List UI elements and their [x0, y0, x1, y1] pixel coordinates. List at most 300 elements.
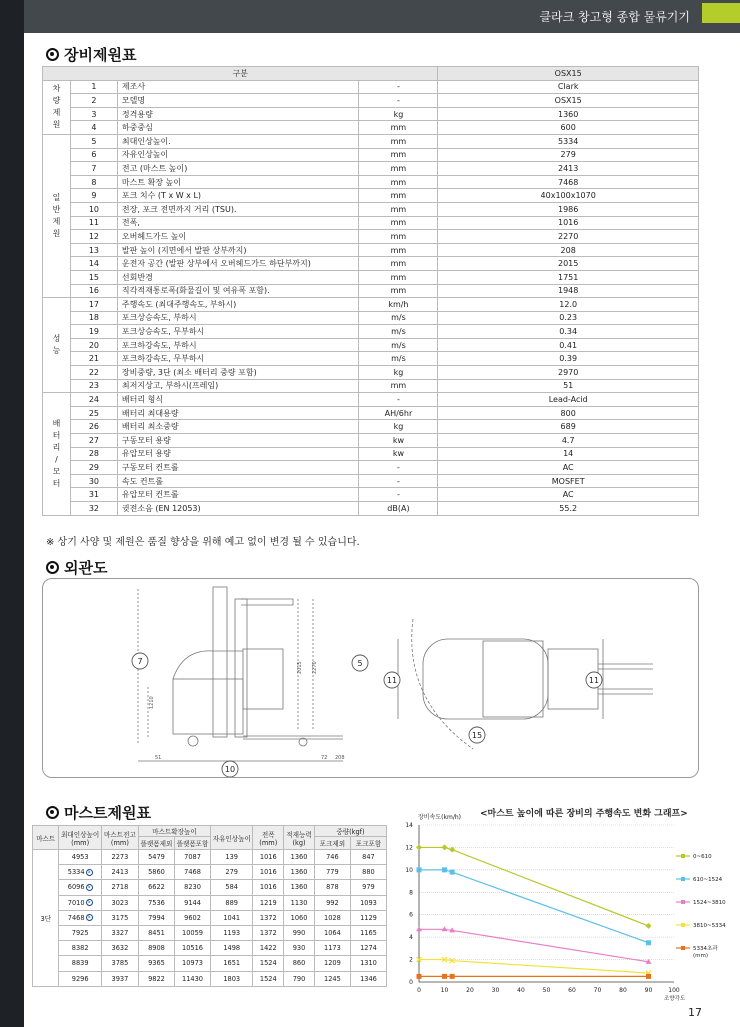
spec-cell-no: 19	[70, 325, 117, 339]
mast-cell-value: 11430	[182, 974, 203, 983]
mast-h-ext-without: 플랫폼제외	[138, 837, 174, 850]
mast-cell-value: 1524	[259, 974, 277, 983]
mast-cell	[211, 925, 253, 940]
mast-cell-value: 2413	[111, 868, 129, 877]
spec-cell-val: 1751	[438, 270, 699, 284]
spec-cell-val: 600	[438, 121, 699, 135]
mast-cell-value: 1064	[324, 929, 341, 938]
mast-cell	[175, 941, 211, 956]
mast-cell-value: 1193	[223, 929, 241, 938]
spec-cell-val: 14	[438, 447, 699, 461]
mast-cell-value: 7087	[184, 853, 201, 862]
spec-cell-val: 800	[438, 406, 699, 420]
spec-cell-no: 20	[70, 338, 117, 352]
mast-cell	[314, 941, 350, 956]
spec-cell-val: 5334	[438, 134, 699, 148]
mast-row	[33, 956, 387, 971]
series-point	[442, 867, 447, 872]
spec-cell-item: 장비중량, 3단 (최소 배터리 중량 포함)	[117, 366, 359, 380]
spec-cell-item: 유압모터 용량	[117, 447, 359, 461]
spec-cell-item: 발판 높이 (지면에서 발판 상부까지)	[117, 243, 359, 257]
mast-cell	[138, 850, 174, 865]
mast-row	[33, 971, 387, 986]
spec-section-title: 장비제원표	[46, 44, 136, 65]
mast-section-title: 마스트제원표	[46, 802, 151, 823]
mast-row	[33, 880, 387, 895]
spec-cell-val: Lead-Acid	[438, 393, 699, 407]
mast-table	[32, 825, 387, 987]
mast-cell	[175, 925, 211, 940]
mast-h-w-with: 포크포함	[350, 837, 386, 850]
spec-row	[43, 148, 699, 162]
chart-title: <마스트 높이에 따른 장비의 주행속도 변화 그래프>	[480, 809, 688, 819]
series-point	[442, 974, 447, 979]
spec-cell-val: 51	[438, 379, 699, 393]
spec-cell-unit: m/s	[359, 352, 438, 366]
mast-cell	[284, 895, 315, 910]
legend-label: 610~1524	[693, 877, 723, 883]
mast-cell-value: 1219	[259, 898, 277, 907]
mast-cell	[253, 865, 284, 880]
mast-h-extended: 마스트확장높이	[138, 826, 210, 837]
mast-h-freelift: 자유인상높이	[211, 826, 253, 850]
spec-cell-unit: mm	[359, 175, 438, 189]
mast-cell-value: 1360	[290, 883, 308, 892]
mast-cell-value: 8230	[184, 883, 201, 892]
spec-cell-val: AC	[438, 488, 699, 502]
mast-cell	[59, 956, 101, 971]
spec-cell-item: 포크상승속도, 무부하시	[117, 325, 359, 339]
series-line-2	[419, 929, 649, 962]
spec-cell-val: MOSFET	[438, 474, 699, 488]
mast-cell	[253, 880, 284, 895]
legend-label: 5334초과	[693, 946, 718, 952]
series-point	[646, 974, 651, 979]
spec-cell-unit: mm	[359, 162, 438, 176]
mast-cell-value: 746	[326, 853, 339, 862]
spec-cell-val: 2413	[438, 162, 699, 176]
mast-h-capacity: 적재능력 (kg)	[284, 826, 315, 850]
y-tick-label: 6	[409, 911, 413, 919]
spec-cell-no: 22	[70, 366, 117, 380]
mast-cell	[350, 865, 386, 880]
mast-row	[33, 850, 387, 865]
mast-cell	[314, 910, 350, 925]
spec-row	[43, 243, 699, 257]
spec-row	[43, 284, 699, 298]
mast-cell	[138, 895, 174, 910]
mast-cell-value: 1016	[259, 868, 277, 877]
mast-cell-value: 1209	[324, 959, 341, 968]
spec-cell-unit: kg	[359, 107, 438, 121]
mast-cell	[101, 925, 138, 940]
y-tick-label: 8	[409, 889, 413, 897]
mast-h-ext-with: 플랫폼포함	[175, 837, 211, 850]
mast-cell	[350, 880, 386, 895]
mast-cell-value: 3785	[111, 959, 129, 968]
mast-h-width: 전폭 (mm)	[253, 826, 284, 850]
spec-cell-val: 0.34	[438, 325, 699, 339]
spec-row	[43, 162, 699, 176]
callout-label: 11	[588, 676, 600, 685]
spec-cell-item: 구동모터 컨트롤	[117, 461, 359, 475]
spec-row	[43, 366, 699, 380]
spec-cell-no: 29	[70, 461, 117, 475]
mast-cell-value: 1173	[324, 944, 341, 953]
mast-cell	[253, 956, 284, 971]
spec-cell-no: 31	[70, 488, 117, 502]
mast-cell-value: 1360	[290, 868, 308, 877]
spec-cell-no: 26	[70, 420, 117, 434]
mast-cell	[314, 956, 350, 971]
spec-cell-unit: km/h	[359, 298, 438, 312]
platform	[243, 649, 283, 709]
mast-cell-value: 979	[362, 883, 375, 892]
mast-cell-value: 1016	[259, 853, 277, 862]
mast-cell	[314, 971, 350, 986]
mast-cell-value: 1803	[223, 974, 241, 983]
mast-cell-value: 584	[225, 883, 239, 892]
mast-cell	[284, 865, 315, 880]
standard-mark-icon: S	[86, 884, 93, 891]
drawing-section-title: 외관도	[46, 557, 107, 578]
callout-label: 15	[471, 731, 483, 740]
standard-mark-icon: S	[86, 869, 93, 876]
legend-marker	[681, 854, 685, 858]
spec-cell-unit: mm	[359, 134, 438, 148]
spec-model-header: OSX15	[438, 67, 699, 81]
spec-cell-item: 구동모터 용량	[117, 434, 359, 448]
mast-cell	[101, 910, 138, 925]
mast-cell	[253, 895, 284, 910]
mast-cell	[138, 941, 174, 956]
mast-cell-value: 3937	[111, 974, 129, 983]
spec-cell-unit: m/s	[359, 311, 438, 325]
dim-label: 208	[335, 755, 345, 761]
spec-cell-unit: -	[359, 474, 438, 488]
mast-cell	[138, 880, 174, 895]
mast-h-w-without: 포크제외	[314, 837, 350, 850]
y-tick-label: 10	[405, 866, 413, 874]
mast-cell	[350, 850, 386, 865]
operator-guard	[173, 651, 243, 679]
spec-cell-item: 제조사	[117, 80, 359, 94]
spec-cell-val: 7468	[438, 175, 699, 189]
mast-row	[33, 895, 387, 910]
spec-cell-no: 13	[70, 243, 117, 257]
mast-cell-value: 1245	[324, 974, 341, 983]
mast-row	[33, 941, 387, 956]
spec-cell-unit: mm	[359, 189, 438, 203]
mast-cell-value: 8908	[148, 944, 165, 953]
spec-cell-val: OSX15	[438, 94, 699, 108]
mast-cell	[175, 956, 211, 971]
spec-cell-val: Clark	[438, 80, 699, 94]
spec-cell-item: 전고 (마스트 높이)	[117, 162, 359, 176]
spec-cell-val: 689	[438, 420, 699, 434]
spec-col-header: 구분	[43, 67, 438, 81]
spec-table	[42, 66, 699, 516]
spec-row	[43, 393, 699, 407]
mast-cell	[350, 971, 386, 986]
spec-cell-item: 모델명	[117, 94, 359, 108]
spec-row	[43, 270, 699, 284]
spec-cell-no: 9	[70, 189, 117, 203]
spec-cell-val: 1016	[438, 216, 699, 230]
mast-cell	[253, 925, 284, 940]
mast-cell-value: 139	[225, 853, 239, 862]
spec-cell-val: 0.23	[438, 311, 699, 325]
mast-cell	[101, 865, 138, 880]
spec-cell-unit: mm	[359, 121, 438, 135]
mast-row	[33, 925, 387, 940]
mast-cell-value: 9365	[148, 959, 165, 968]
spec-cell-no: 27	[70, 434, 117, 448]
mast-cell	[59, 910, 101, 925]
mast-cell	[59, 941, 101, 956]
header-accent	[702, 3, 740, 23]
mast-cell-value: 779	[326, 868, 339, 877]
spec-row	[43, 175, 699, 189]
mast-cell	[350, 941, 386, 956]
spec-cell-item: 배터리 최대용량	[117, 406, 359, 420]
spec-cell-item: 주행속도 (최대주행속도, 부하시)	[117, 298, 359, 312]
mast-cell-value: 7468	[184, 868, 201, 877]
mast-cell	[350, 956, 386, 971]
legend-marker	[681, 900, 685, 904]
spec-cell-unit: mm	[359, 379, 438, 393]
spec-cell-val: 279	[438, 148, 699, 162]
spec-cell-item: 포크하강속도, 무부하시	[117, 352, 359, 366]
series-point	[416, 844, 422, 850]
mast-cell-value: 9144	[184, 898, 201, 907]
spec-group-label: 차 량 제 원	[43, 80, 71, 134]
mast-cell	[253, 971, 284, 986]
spec-cell-unit: kg	[359, 420, 438, 434]
callout-label: 11	[386, 676, 398, 685]
spec-cell-item: 배터리 최소중량	[117, 420, 359, 434]
mast-cell	[314, 850, 350, 865]
mast-cell	[175, 850, 211, 865]
spec-cell-item: 마스트 확장 높이	[117, 175, 359, 189]
mast-cell-value: 10516	[182, 944, 203, 953]
spec-cell-no: 32	[70, 502, 117, 516]
mast-cell	[253, 941, 284, 956]
spec-cell-val: 2970	[438, 366, 699, 380]
mast-cell-value: 2718	[111, 883, 129, 892]
spec-row	[43, 202, 699, 216]
spec-cell-no: 8	[70, 175, 117, 189]
mast-cell	[211, 910, 253, 925]
mast-row	[33, 865, 387, 880]
header-title: 클라크 창고형 종합 물류기기	[539, 10, 690, 24]
spec-cell-val: 4.7	[438, 434, 699, 448]
mast-cell-value: 3023	[111, 898, 129, 907]
x-tick-label: 20	[466, 987, 474, 994]
series-point	[417, 867, 422, 872]
mast-cell-value: 1524	[259, 959, 277, 968]
mast-cell-value: 1060	[290, 913, 308, 922]
mast-cell	[59, 971, 101, 986]
mast-cell-value: 5860	[148, 868, 165, 877]
spec-cell-unit: kw	[359, 447, 438, 461]
dim-label: 1210	[149, 696, 155, 709]
spec-cell-val: 2015	[438, 257, 699, 271]
spec-cell-val: 2270	[438, 230, 699, 244]
mast-cell	[138, 910, 174, 925]
spec-cell-item: 하중중심	[117, 121, 359, 135]
legend-marker	[681, 923, 685, 927]
spec-cell-unit: -	[359, 80, 438, 94]
mast-cell	[284, 941, 315, 956]
mast-cell	[59, 895, 101, 910]
spec-cell-val: 208	[438, 243, 699, 257]
series-point	[646, 940, 651, 945]
spec-cell-unit: mm	[359, 284, 438, 298]
spec-cell-no: 10	[70, 202, 117, 216]
mast-cell	[284, 850, 315, 865]
overhead-guard	[241, 599, 293, 605]
spec-cell-item: 배터리 형식	[117, 393, 359, 407]
spec-cell-no: 4	[70, 121, 117, 135]
mast-cell-value: 1372	[259, 929, 277, 938]
spec-cell-no: 7	[70, 162, 117, 176]
spec-row	[43, 298, 699, 312]
y-tick-label: 2	[409, 956, 413, 964]
spec-row	[43, 488, 699, 502]
x-tick-label: 100	[668, 987, 680, 994]
mast-cell-value: 6622	[148, 883, 165, 892]
spec-row	[43, 379, 699, 393]
spec-row	[43, 189, 699, 203]
mast-cell	[253, 850, 284, 865]
spec-note: ※ 상기 사양 및 제원은 품질 향상을 위해 예고 없이 변경 될 수 있습니다.	[46, 537, 360, 548]
spec-cell-unit: m/s	[359, 338, 438, 352]
spec-cell-unit: -	[359, 393, 438, 407]
spec-cell-no: 2	[70, 94, 117, 108]
spec-cell-unit: mm	[359, 202, 438, 216]
battery-compartment	[483, 641, 543, 717]
spec-row	[43, 325, 699, 339]
spec-row	[43, 474, 699, 488]
spec-group-label: 일 반 제 원	[43, 134, 71, 297]
mast-cell-value: 7010	[67, 898, 85, 907]
mast-cell	[101, 971, 138, 986]
dim-label: 2015	[297, 661, 303, 674]
mast-cell	[101, 880, 138, 895]
mast-cell	[138, 865, 174, 880]
mast-cell-value: 1041	[223, 913, 241, 922]
mast-cell-value: 8451	[148, 929, 165, 938]
mast-cell	[138, 956, 174, 971]
y-tick-label: 14	[405, 822, 413, 829]
mast-cell-value: 1016	[259, 883, 277, 892]
spec-cell-item: 속도 컨트롤	[117, 474, 359, 488]
x-tick-label: 90	[644, 987, 653, 994]
spec-cell-unit: kg	[359, 366, 438, 380]
standard-mark-icon: S	[86, 899, 93, 906]
mast-rear	[213, 587, 227, 737]
legend-label: 3810~5334	[693, 923, 726, 929]
spec-cell-item: 오버헤드가드 높이	[117, 230, 359, 244]
dim-label: 72	[321, 755, 328, 761]
mast-cell-value: 8839	[71, 959, 89, 968]
mast-cell	[175, 865, 211, 880]
mast-cell	[175, 880, 211, 895]
spec-cell-val: 1360	[438, 107, 699, 121]
spec-cell-no: 6	[70, 148, 117, 162]
bullet-ring-icon	[46, 48, 59, 61]
spec-cell-unit: AH/6hr	[359, 406, 438, 420]
spec-cell-no: 11	[70, 216, 117, 230]
mast-cell	[284, 910, 315, 925]
x-tick-label: 40	[517, 987, 525, 994]
mast-cell-value: 9296	[71, 974, 89, 983]
spec-row	[43, 311, 699, 325]
spec-cell-no: 15	[70, 270, 117, 284]
spec-cell-item: 유압모터 컨트롤	[117, 488, 359, 502]
x-tick-label: 30	[491, 987, 500, 994]
mast-cell-value: 1372	[259, 913, 277, 922]
spec-cell-no: 14	[70, 257, 117, 271]
series-point	[450, 974, 455, 979]
chart-ylabel: 장비속도(km/h)	[418, 814, 462, 821]
spec-row	[43, 134, 699, 148]
spec-cell-unit: kw	[359, 434, 438, 448]
mast-cell-value: 1498	[223, 944, 241, 953]
mast-cell	[314, 895, 350, 910]
mast-cell-value: 878	[326, 883, 339, 892]
callout-label: 10	[224, 765, 236, 774]
mast-cell	[211, 895, 253, 910]
mast-cell	[59, 850, 101, 865]
truck-body	[173, 679, 243, 734]
series-point	[417, 974, 422, 979]
mast-cell	[253, 910, 284, 925]
spec-cell-unit: dB(A)	[359, 502, 438, 516]
spec-cell-val: AC	[438, 461, 699, 475]
x-axis-label: 조향각도	[664, 996, 686, 1002]
mast-cell-value: 1422	[259, 944, 277, 953]
mast-cell-value: 4953	[71, 853, 89, 862]
spec-row	[43, 94, 699, 108]
spec-row	[43, 434, 699, 448]
spec-cell-unit: -	[359, 461, 438, 475]
top-bar	[24, 0, 740, 33]
spec-cell-unit: mm	[359, 270, 438, 284]
mast-cell-value: 1129	[360, 913, 377, 922]
mast-cell	[101, 895, 138, 910]
mast-cell	[350, 895, 386, 910]
standard-mark-icon: S	[86, 914, 93, 921]
spec-cell-item: 선회반경	[117, 270, 359, 284]
mast-cell-value: 1346	[360, 974, 377, 983]
mast-cell-value: 889	[225, 898, 239, 907]
spec-cell-item: 자유인상높이	[117, 148, 359, 162]
spec-cell-unit: m/s	[359, 325, 438, 339]
spec-row	[43, 420, 699, 434]
mast-cell	[314, 865, 350, 880]
spec-cell-unit: mm	[359, 230, 438, 244]
spec-cell-no: 12	[70, 230, 117, 244]
x-tick-label: 70	[593, 987, 602, 994]
mast-row	[33, 910, 387, 925]
spec-row	[43, 107, 699, 121]
rear-wheel	[188, 736, 198, 746]
spec-cell-no: 3	[70, 107, 117, 121]
mast-cell	[314, 880, 350, 895]
mast-cell	[175, 971, 211, 986]
